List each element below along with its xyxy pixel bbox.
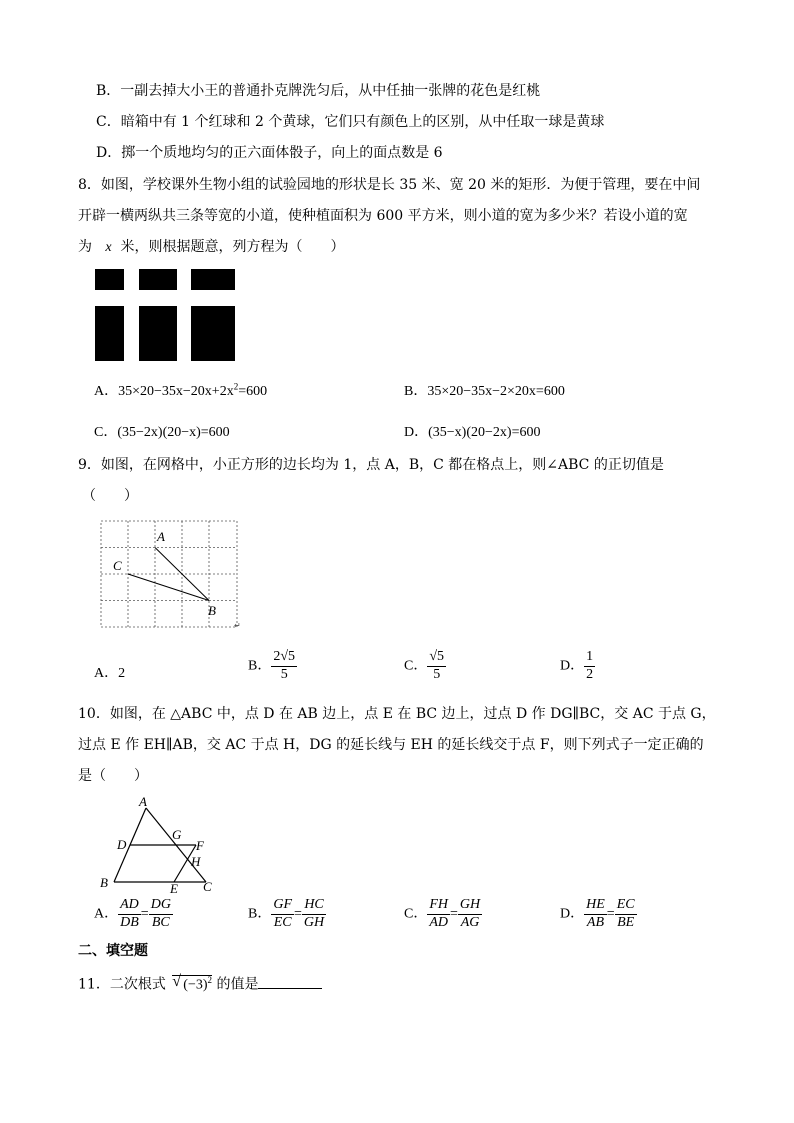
- sqrt-expression: √ $(-3)^2$: [172, 973, 213, 993]
- q10-stem-line3: 是（ ）: [78, 768, 148, 784]
- label-f: F: [196, 838, 204, 853]
- return-mark: ↵: [234, 621, 241, 630]
- plot-top-middle: [139, 269, 177, 290]
- q8-option-a: A．$35\times 20-35x-20x+2x^2=600$: [94, 381, 268, 399]
- q10-stem-line1: 10．如图，在 △ABC 中，点 D 在 AB 边上，点 E 在 BC 边上，过点 D 作 DG∥BC，交 AC 于点 G，: [78, 706, 716, 722]
- label-e: E: [170, 881, 178, 896]
- label-b: B: [100, 875, 108, 890]
- plot-bottom-left: [95, 306, 124, 361]
- q9-grid-figure: [96, 518, 246, 632]
- section-title: 二、填空题: [78, 943, 148, 959]
- answer-blank[interactable]: [258, 976, 322, 989]
- q10-option-c: C． $\frac{FH}{AD}$ = $\frac{GH}{AG}$: [404, 897, 481, 930]
- label-a: A: [157, 529, 165, 544]
- label-d: D: [117, 837, 127, 852]
- q9-option-b: B． $\frac{2√5}{5}$: [248, 649, 296, 682]
- q9-option-c: C． $\frac{√5}{5}$: [404, 649, 445, 682]
- q8-stem-line2: 开辟一横两纵共三条等宽的小道，使种植面积为 600 平方米，则小道的宽为多少米？若设小道的宽: [78, 208, 688, 224]
- label-a: A: [139, 794, 147, 809]
- q7-option-b: B．一副去掉大小王的普通扑克牌洗匀后，从中任抽一张牌的花色是红桃: [96, 83, 541, 99]
- q9-option-d: D． $\frac{1}{2}$: [560, 649, 594, 682]
- label-g: G: [172, 827, 182, 842]
- plot-top-right: [191, 269, 235, 290]
- grid-lines: [101, 521, 237, 627]
- label-h: H: [191, 854, 201, 869]
- q9-option-a: A．2: [94, 666, 126, 681]
- q10-triangle-figure: [92, 792, 224, 896]
- q9-stem-line2: （ ）: [82, 488, 138, 504]
- q10-option-a: A． $\frac{AD}{DB}$ = $\frac{DG}{BC}$: [94, 897, 171, 930]
- q8-stem-line1: 8．如图，学校课外生物小组的试验园地的形状是长 35 米、宽 20 米的矩形．为便于管理，要在中间: [78, 177, 701, 193]
- triangle-lines: [114, 808, 206, 882]
- triangle-segments: [128, 548, 209, 601]
- q8-option-d: D．(35−x)(20−2x)=600: [404, 425, 541, 440]
- plot-bottom-middle: [139, 306, 177, 361]
- q8-option-c: C．(35−2x)(20−x)=600: [94, 425, 230, 440]
- plot-bottom-right: [191, 306, 235, 361]
- plot-top-left: [95, 269, 124, 290]
- q7-option-c: C．暗箱中有 1 个红球和 2 个黄球，它们只有颜色上的区别，从中任取一球是黄球: [96, 114, 605, 130]
- label-c: C: [113, 558, 122, 573]
- q8-stem-line3: 为 x 米，则根据题意，列方程为（ ）: [78, 239, 345, 255]
- q10-stem-line2: 过点 E 作 EH∥AB，交 AC 于点 H，DG 的延长线与 EH 的延长线交于点 F，则下列式子一定正确的: [78, 737, 704, 753]
- q8-option-b: B．35×20−35x−2×20x=600: [404, 384, 565, 399]
- label-c: C: [203, 879, 212, 894]
- radical-sign: √: [172, 973, 182, 990]
- q8-garden-figure: [94, 268, 236, 362]
- q10-option-b: B． $\frac{GF}{EC}$ = $\frac{HC}{GH}$: [248, 897, 325, 930]
- q9-stem-line1: 9．如图，在网格中，小正方形的边长均为 1，点 A，B，C 都在格点上，则∠ABC 的正切值是: [78, 457, 664, 473]
- q10-option-d: D． $\frac{HE}{AB}$ = $\frac{EC}{BE}$: [560, 897, 635, 930]
- q11-stem: 11．二次根式 √ $(-3)^2$ 的值是: [78, 975, 322, 993]
- label-b: B: [208, 603, 216, 618]
- q7-option-d: D．掷一个质地均匀的正六面体骰子，向上的面点数是 6: [96, 145, 443, 161]
